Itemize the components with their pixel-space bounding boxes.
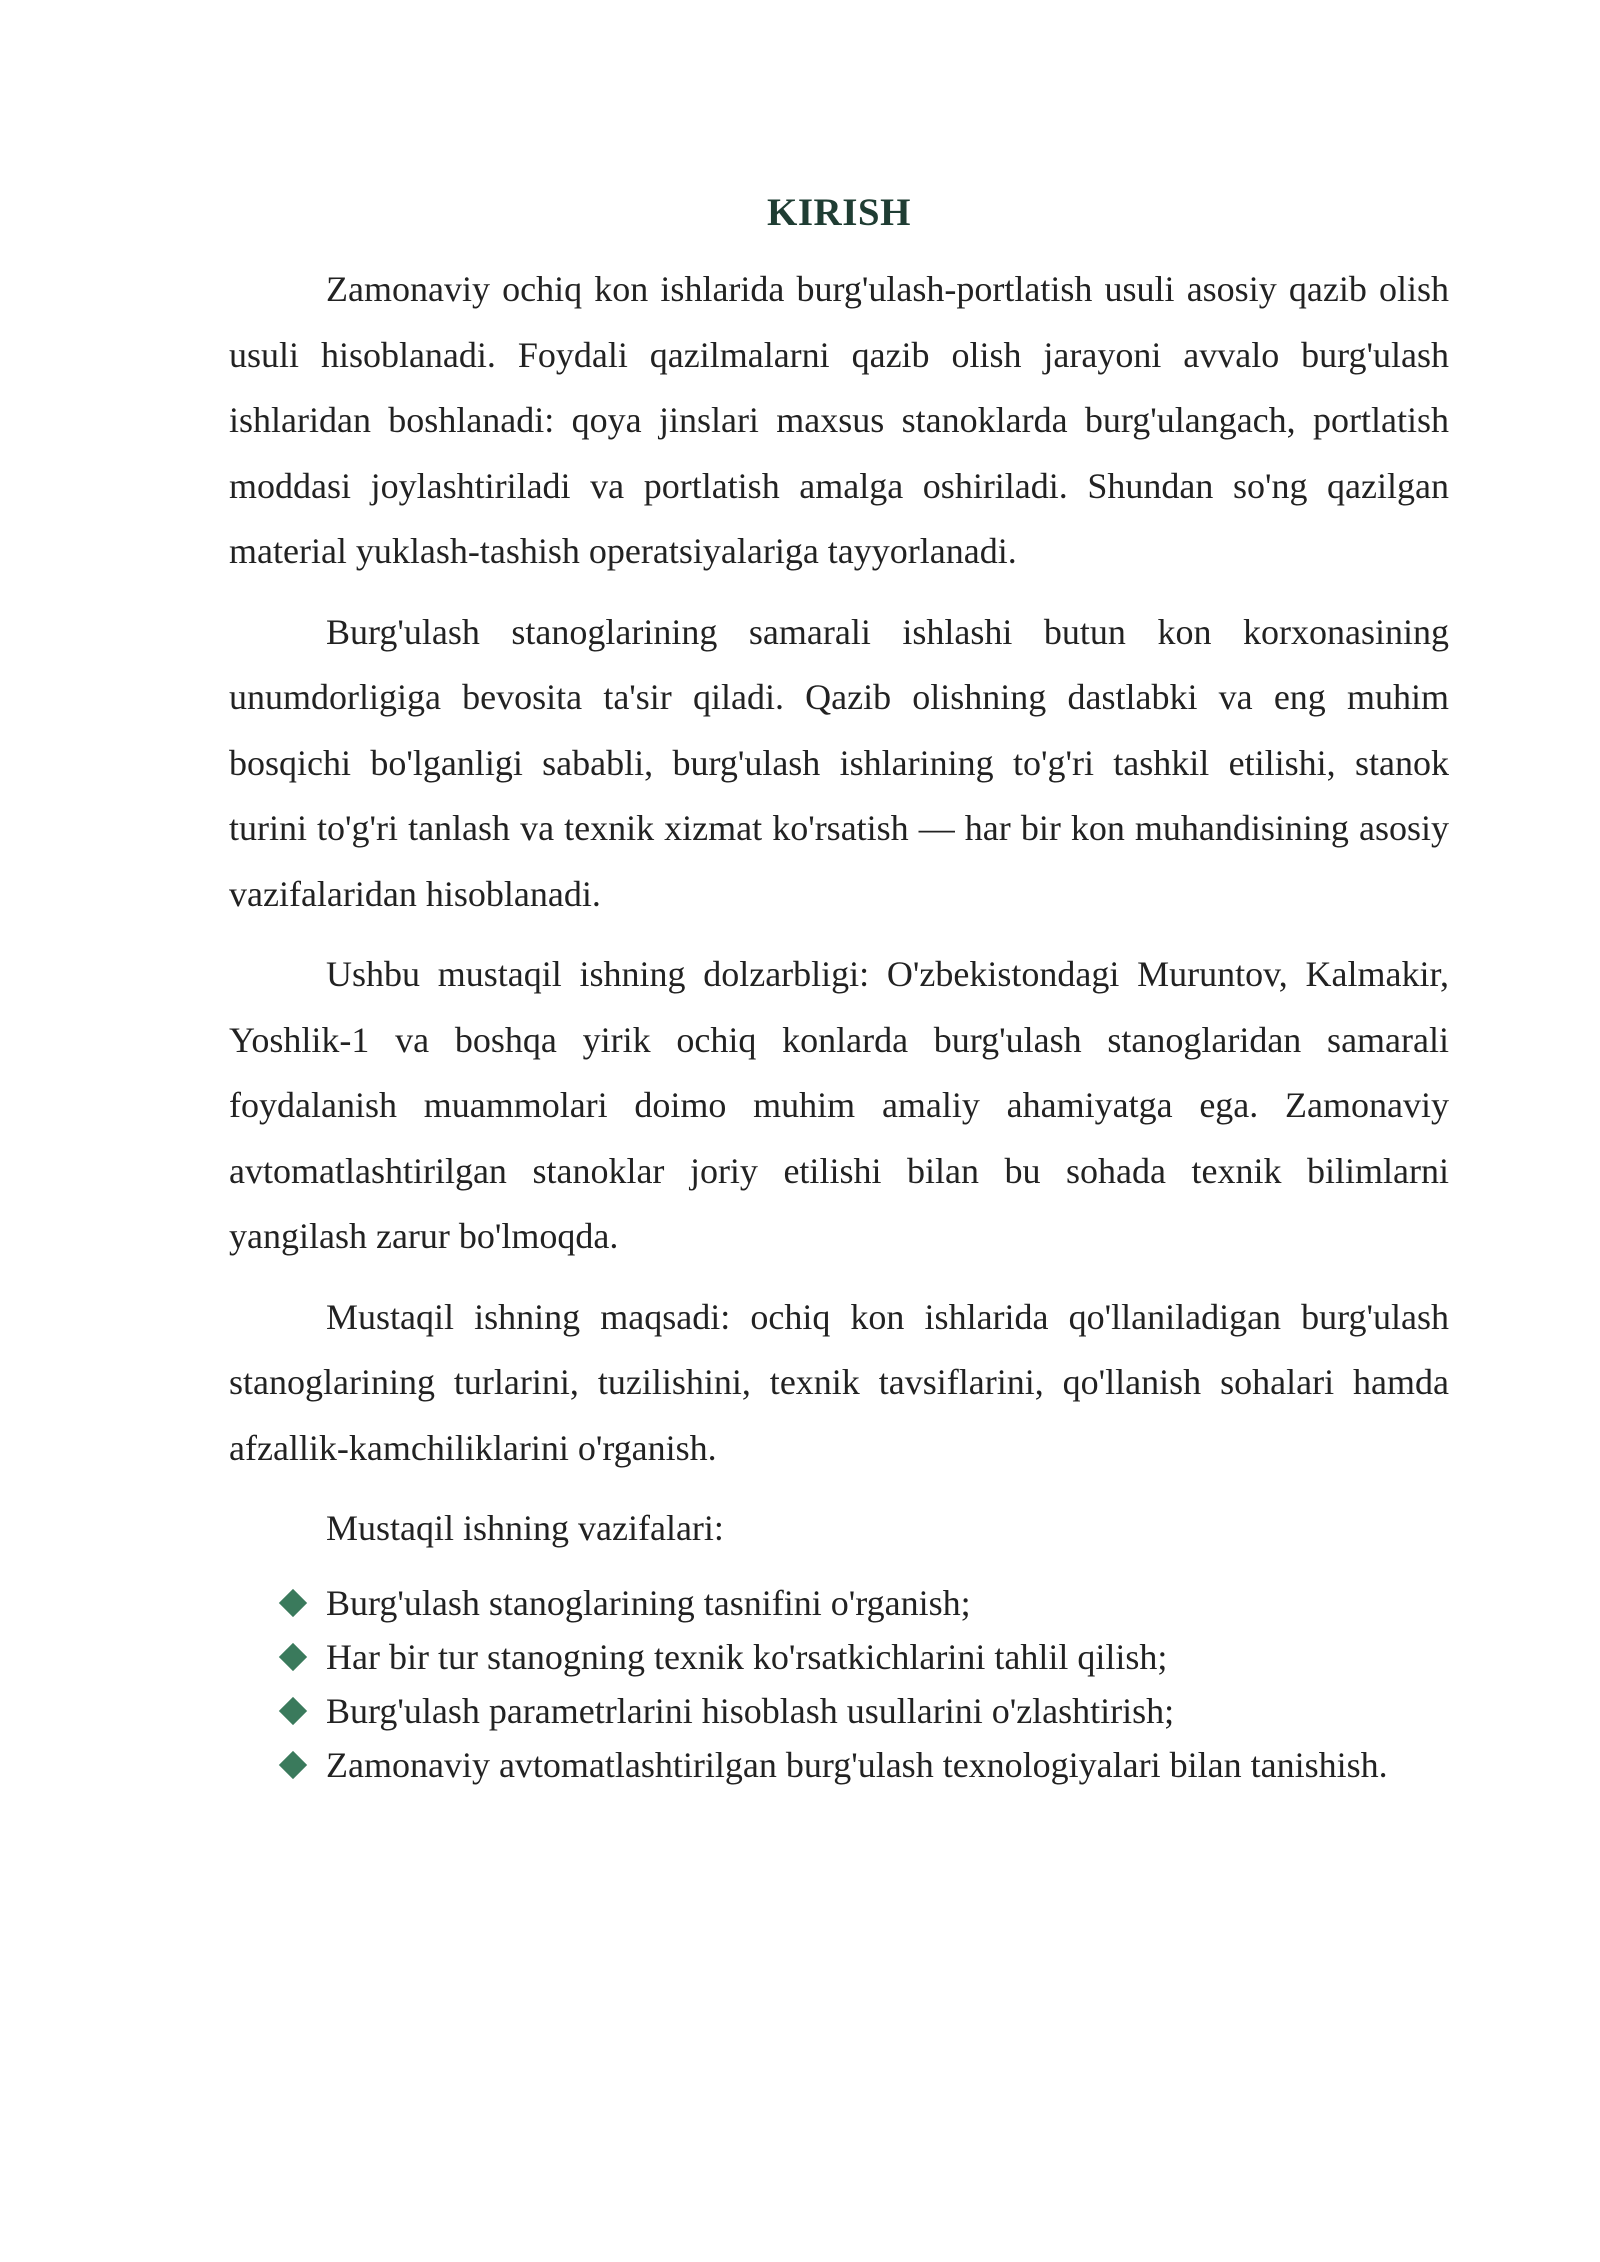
list-item (229, 1738, 1449, 1792)
tasks-heading: Mustaqil ishning vazifalari: (326, 1508, 724, 1548)
list-item-text: Burg'ulash stanoglarining tasnifini o'rganish; (326, 1582, 971, 1623)
list-item-text: Burg'ulash parametrlarini hisoblash usullarini o'zlashtirish; (326, 1690, 1175, 1731)
document-body (229, 188, 1449, 1792)
page-title: KIRISH (767, 191, 911, 234)
tasks-list (229, 1576, 1449, 1792)
diamond-bullet-icon (279, 1642, 307, 1670)
diamond-bullet-icon (279, 1696, 307, 1724)
diamond-bullet-icon (279, 1588, 307, 1616)
list-item (229, 1684, 1449, 1738)
list-item (229, 1576, 1449, 1630)
list-item-text: Zamonaviy avtomatlashtirilgan burg'ulash texnologiyalari bilan tanishish. (326, 1744, 1388, 1785)
paragraph-relevance: Ushbu mustaqil ishning dolzarbligi: O'zbekistondagi Muruntov, Kalmakir, Yoshlik-1 va boshqa yirik ochiq konlarda burg'ulash stanoglaridan samarali foydalanish muammolari doimo muhim amaliy ahamiyatga ega. Zamonaviy avtomatlashtirilgan stanoklar joriy etilishi bilan bu sohada texnik bilimlarni yangilash zarur bo'lmoqda. (229, 954, 1449, 1256)
diamond-bullet-icon (279, 1750, 307, 1778)
paragraph-goal: Mustaqil ishning maqsadi: ochiq kon ishlarida qo'llaniladigan burg'ulash stanoglarining turlarini, tuzilishini, texnik tavsiflarini, qo'llanish sohalari hamda afzallik-kamchiliklarini o'rganish. (229, 1296, 1449, 1468)
paragraph-intro: Zamonaviy ochiq kon ishlarida burg'ulash-portlatish usuli asosiy qazib olish usuli hisoblanadi. Foydali qazilmalarni qazib olish jarayoni avvalo burg'ulash ishlaridan boshlanadi: qoya jinslari maxsus stanoklarda burg'ulangach, portlatish moddasi joylashtiriladi va portlatish amalga oshiriladi. Shundan so'ng qazilgan material yuklash-tashish operatsiyalariga tayyorlanadi. (229, 269, 1449, 571)
list-item-text: Har bir tur stanogning texnik ko'rsatkichlarini tahlil qilish; (326, 1636, 1168, 1677)
list-item (229, 1630, 1449, 1684)
paragraph-efficiency: Burg'ulash stanoglarining samarali ishlashi butun kon korxonasining unumdorligiga bevosita ta'sir qiladi. Qazib olishning dastlabki va eng muhim bosqichi bo'lganligi sababli, burg'ulash ishlarining to'g'ri tashkil etilishi, stanok turini to'g'ri tanlash va texnik xizmat ko'rsatish — har bir kon muhandisining asosiy vazifalaridan hisoblanadi. (229, 611, 1449, 914)
